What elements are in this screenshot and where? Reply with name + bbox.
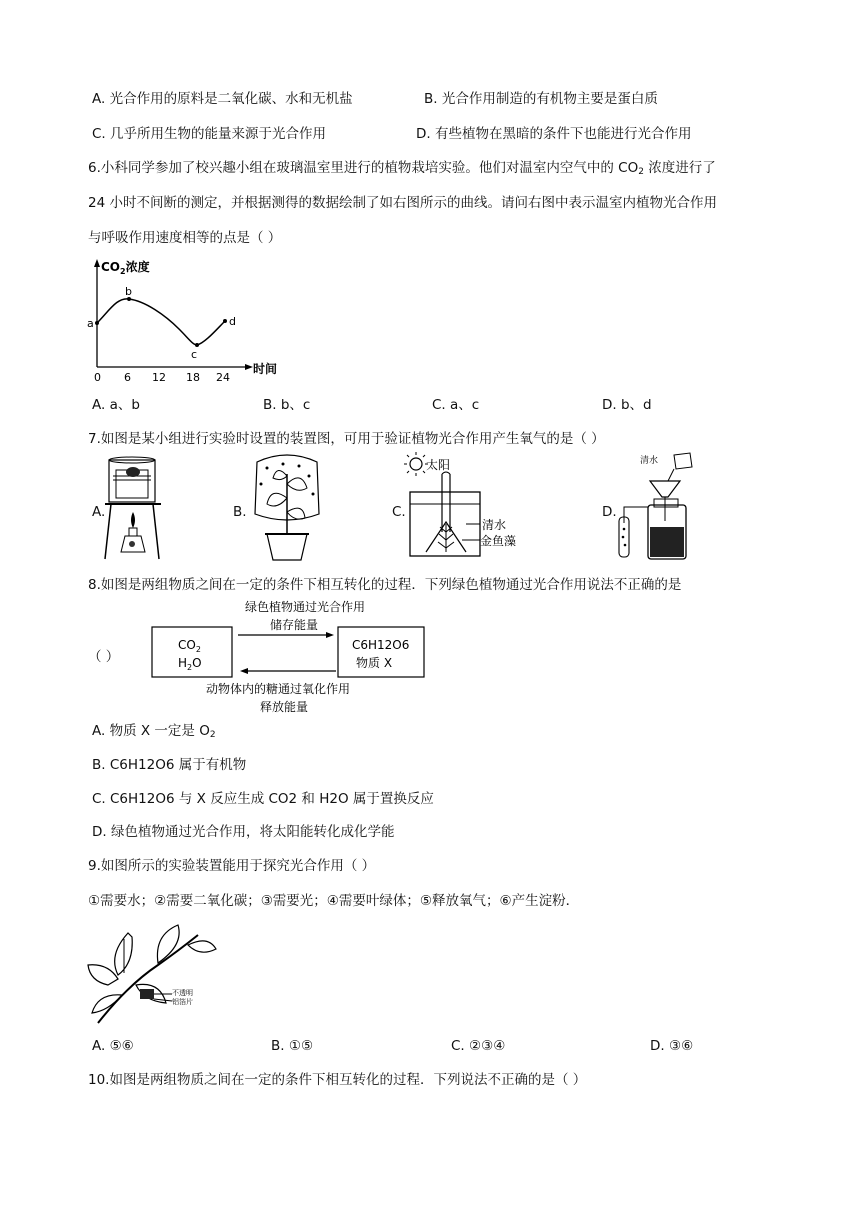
q8-option-b: B. C6H12O6 属于有机物 [92, 757, 247, 773]
q6-text-post: 浓度进行了 [643, 160, 716, 176]
foil-label: 铝箔片 [172, 998, 193, 1006]
q7-apparatus-a [103, 454, 173, 564]
q5-option-c: C. 几乎所用生物的能量来源于光合作用 [92, 126, 327, 142]
q7-apparatus-d [618, 451, 718, 563]
q8-option-a-sub: 2 [209, 730, 216, 740]
chart-xlabel: 时间 [253, 362, 278, 376]
opaque-label: 不透明 [172, 989, 193, 997]
clear-water-d-label: 清水 [640, 456, 659, 466]
q5-option-d: D. 有些植物在黑暗的条件下也能进行光合作用 [416, 126, 692, 142]
sun-icon [410, 458, 422, 470]
label-a: a [87, 317, 94, 330]
q7-label-c: C. [392, 504, 406, 520]
top-label-1: 绿色植物通过光合作用 [245, 600, 366, 614]
q6-option-d: D. b、d [602, 397, 652, 413]
tick-12: 12 [152, 371, 166, 384]
q8-option-c: C. C6H12O6 与 X 反应生成 CO2 和 H2O 属于置换反应 [92, 791, 434, 807]
q6-option-b: B. b、c [263, 397, 311, 413]
q9-leaf-figure [88, 915, 218, 1027]
q7-apparatus-c [404, 452, 544, 562]
left-box-line2: $H_2O$ [178, 656, 202, 672]
label-d: d [229, 315, 236, 328]
q7-apparatus-b [247, 454, 327, 564]
q8-option-a [92, 722, 216, 744]
q9-stem: 9.如图所示的实验装置能用于探究光合作用（ ） [88, 858, 376, 874]
q9-items: ①需要水；②需要二氧化碳；③需要光；④需要叶绿体；⑤释放氧气；⑥产生淀粉． [88, 893, 580, 909]
q9-option-d: D. ③⑥ [650, 1038, 694, 1054]
sun-label: 太阳 [426, 458, 451, 472]
q9-option-c: C. ②③④ [451, 1038, 506, 1054]
q9-option-b: B. ①⑤ [271, 1038, 314, 1054]
q6-option-a: A. a、b [92, 397, 140, 413]
tick-18: 18 [186, 371, 200, 384]
label-c: c [191, 348, 198, 361]
q6-sub: 2 [638, 167, 644, 177]
q7-label-d: D. [602, 504, 617, 520]
q6-co2-chart [85, 255, 345, 385]
q8-conversion-diagram [150, 599, 510, 717]
left-box-line1: $CO_2$ [178, 638, 201, 654]
q9-option-a: A. ⑤⑥ [92, 1038, 134, 1054]
q6-option-c: C. a、c [432, 397, 480, 413]
q6-text: 6.小科同学参加了校兴趣小组在玻璃温室里进行的植物栽培实验。他们对温室内空气中的 CO [88, 160, 639, 176]
point-c [195, 343, 199, 347]
top-label-2: 储存能量 [270, 618, 319, 632]
goldfish-weed-label: 金鱼藻 [480, 534, 517, 548]
q8-paren: （ ） [88, 649, 120, 665]
clear-water-label: 清水 [482, 518, 507, 532]
tick-0: 0 [94, 371, 101, 384]
co2-curve [97, 299, 225, 345]
tick-6: 6 [124, 371, 131, 384]
point-d [223, 319, 227, 323]
bottom-label-2: 释放能量 [260, 700, 309, 714]
q6-stem-line2: 24 小时不间断的测定，并根据测得的数据绘制了如右图所示的曲线。请问右图中表示温室内植物光合作用 [88, 195, 717, 211]
q7-stem: 7.如图是某小组进行实验时设置的装置图，可用于验证植物光合作用产生氧气的是（ ） [88, 431, 605, 447]
q6-stem-line1 [88, 159, 716, 181]
q8-stem: 8.如图是两组物质之间在一定的条件下相互转化的过程．下列绿色植物通过光合作用说法不正确的是 [88, 577, 682, 593]
y-axis-arrow [94, 259, 100, 267]
q8-option-d: D. 绿色植物通过光合作用，将太阳能转化成化学能 [92, 824, 395, 840]
bottom-label-1: 动物体内的糖通过氧化作用 [206, 682, 351, 696]
tick-24: 24 [216, 371, 230, 384]
point-a [95, 321, 99, 325]
x-axis-arrow [245, 364, 253, 370]
q7-label-a: A. [92, 504, 106, 520]
q8-option-a-text: A. 物质 X 一定是 O [92, 723, 210, 739]
label-b: b [125, 285, 132, 298]
right-box-line1: C6H12O6 [352, 638, 410, 652]
q5-option-b: B. 光合作用制造的有机物主要是蛋白质 [424, 91, 658, 107]
chart-ylabel: $CO_2$浓度 [101, 260, 150, 276]
q6-stem-line3: 与呼吸作用速度相等的点是（ ） [88, 230, 282, 246]
q10-stem: 10.如图是两组物质之间在一定的条件下相互转化的过程．下列说法不正确的是（ ） [88, 1072, 587, 1088]
right-box-line2: 物质 X [356, 656, 393, 670]
q5-option-a: A. 光合作用的原料是二氧化碳、水和无机盐 [92, 91, 353, 107]
q7-label-b: B. [233, 504, 247, 520]
